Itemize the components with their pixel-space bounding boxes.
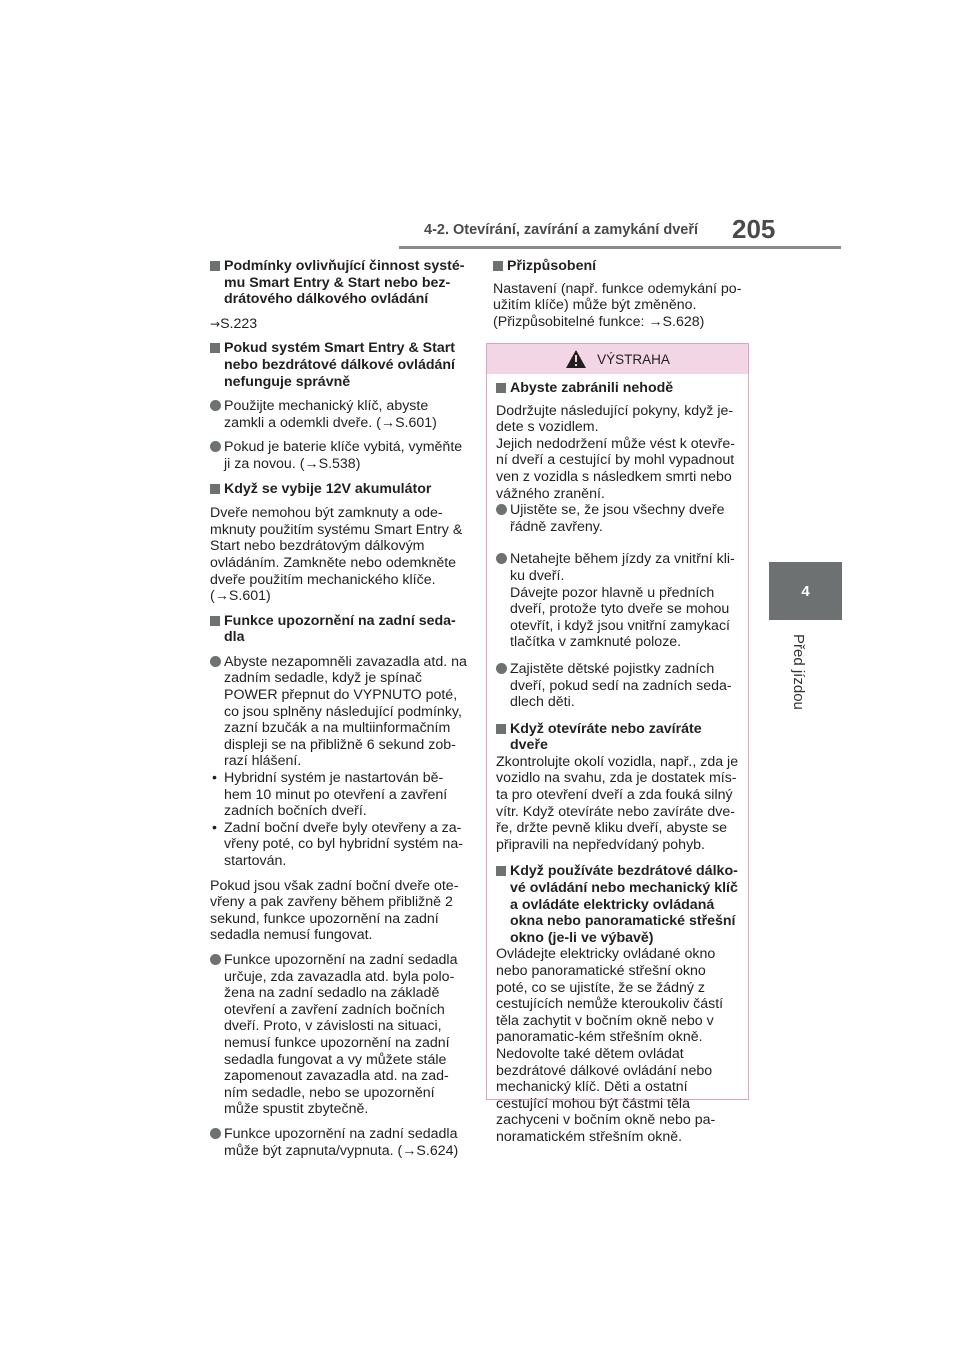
sub-list-item [210, 820, 468, 870]
list-item [496, 661, 740, 711]
header-section-title: 4-2. Otevírání, zavírání a zamykání dveří [424, 222, 699, 238]
section-heading [210, 258, 468, 308]
round-bullet-icon [496, 663, 507, 674]
item-text: Zadní boční dveře byly otevřeny a za-vřeny poté, co byl hybridní systém na-startován. [224, 819, 463, 869]
list-item-continuation: Dávejte pozor hlavně u předních dveří, protože tyto dveře se mohou otevřít, i když jsou vnitřní zamykací tlačítka v zamknuté poloze. [510, 584, 730, 651]
section-heading [210, 340, 468, 390]
round-bullet-icon [210, 441, 221, 452]
item-text: Pokud je baterie klíče vybitá, vyměňte ji za novou. (→S.538) [224, 439, 463, 472]
section-heading [496, 863, 740, 946]
heading-text: Podmínky ovlivňující činnost systé-mu Smart Entry & Start nebo bez-drátového dálkového ovládání [224, 258, 465, 308]
right-column [493, 258, 751, 330]
section-heading [496, 380, 740, 397]
paragraph: Zkontrolujte okolí vozidla, např., zda je vozidlo na svahu, zda je dostatek mís-ta pro otevření dveří a zda fouká silný vítr. Když otevíráte nebo zavíráte dve-ře, držte pevně kliku dveří, abyste se připravili na nepředvídaný pohyb. [496, 753, 739, 853]
square-bullet-icon [496, 383, 506, 393]
item-text: Funkce upozornění na zadní sedadla může být zapnuta/vypnuta. (→S.624) [224, 1125, 459, 1159]
section-heading [493, 258, 751, 275]
heading-text: Když se vybije 12V akumulátor [224, 480, 432, 497]
warning-box [486, 343, 749, 1145]
paragraph: Pokud jsou však zadní boční dveře ote-vřeny a pak zavřeny během přibližně 2 sekund, funkce upozornění na zadní sedadla nemusí fungovat. [210, 877, 459, 944]
section-heading [210, 613, 468, 646]
item-text: Použijte mechanický klíč, abyste zamkli a odemkli dveře. (→S.601) [224, 398, 437, 431]
item-text: Hybridní systém je nastartován bě-hem 10 minut po otevření a zavření zadních bočních dveří. [224, 770, 448, 820]
heading-text: Abyste zabránili nehodě [510, 380, 674, 396]
list-item [496, 551, 740, 584]
round-bullet-icon [210, 400, 221, 411]
list-item [210, 439, 468, 472]
round-bullet-icon [210, 1128, 221, 1139]
round-bullet-icon [496, 504, 507, 515]
heading-text: Funkce upozornění na zadní seda-dla [224, 612, 456, 646]
sub-list-item [210, 770, 468, 820]
heading-text: Přizpůsobení [507, 258, 597, 274]
square-bullet-icon [210, 484, 220, 494]
list-item [210, 952, 468, 1118]
list-item [210, 1126, 468, 1159]
item-text: Ujistěte se, že jsou všechny dveře řádně zavřeny. [510, 502, 725, 535]
paragraph: Dveře nemohou být zamknuty a ode-mknuty použitím systému Smart Entry & Start nebo bezdrátovým dálkovým ovládáním. Zamkněte nebo odemkněte dveře použitím mechanického klíče. (→S.601) [210, 505, 463, 605]
warning-title: VÝSTRAHA [597, 351, 670, 367]
heading-text: Když otevíráte nebo zavíráte dveře [510, 720, 702, 754]
item-text: Zajistěte dětské pojistky zadních dveří, pokud sedí na zadních seda-dlech děti. [510, 660, 732, 711]
list-item [210, 398, 468, 431]
heading-text: Když používáte bezdrátové dálko-vé ovládání nebo mechanický klíč a ovládáte elektricky ovládaná okna nebo panoramatické střešní okno (je-li ve výbavě) [510, 863, 738, 946]
page-reference[interactable] [210, 316, 468, 333]
item-text: Netahejte během jízdy za vnitřní kli-ku dveří. [510, 551, 735, 584]
round-bullet-icon [210, 954, 221, 965]
paragraph: Jejich nedodržení může vést k otevře-ní dveří a cestující by mohl vypadnout ven z vozidla s následkem smrti nebo vážného zranění. [496, 435, 735, 502]
square-bullet-icon [496, 724, 506, 734]
heading-text: Pokud systém Smart Entry & Start nebo bezdrátové dálkové ovládání nefunguje správně [224, 340, 456, 390]
header-rule [399, 246, 841, 249]
sub-bullet-mark: • [212, 770, 217, 787]
chapter-tab[interactable] [769, 562, 842, 620]
sub-bullet-mark: • [212, 819, 217, 836]
round-bullet-icon [496, 553, 507, 564]
arrow-icon: → [210, 316, 221, 331]
warning-header [487, 344, 748, 374]
square-bullet-icon [210, 343, 220, 353]
paragraph: Nastavení (např. funkce odemykání po-užitím klíče) může být změněno. (Přizpůsobitelné funkce: →S.628) [493, 280, 742, 330]
chapter-number: 4 [801, 582, 810, 600]
paragraph: Ovládejte elektricky ovládané okno nebo panoramatické střešní okno poté, co se ujistíte, že se žádný z cestujících nemůže kteroukoliv částí těla zachytit v bočním okně nebo v panoramatic-kém střešním okně. Nedovolte také dětem ovládat bezdrátové dálkové ovládání nebo mechanický klíč. Děti a ostatní cestující mohou být částmi těla zachyceni v bočním okně nebo pa-noramatickém střešním okně. [496, 946, 724, 1145]
item-text: Abyste nezapomněli zavazadla atd. na zadním sedadle, když je spínač POWER přepnut do VYPNUTO poté, co jsou splněny následující podmínky, zazní bzučák a na multiinformačním displeji se na přibližně 6 sekund zob-razí hlášení. [224, 653, 467, 770]
section-heading [210, 481, 468, 498]
round-bullet-icon [210, 656, 221, 667]
left-column [210, 258, 468, 1167]
square-bullet-icon [210, 616, 220, 626]
section-heading [496, 721, 740, 754]
warning-triangle-icon [565, 349, 587, 369]
list-item [210, 654, 468, 770]
reference-text: S.223 [220, 315, 258, 332]
page-number: 205 [732, 214, 776, 244]
paragraph: Dodržujte následující pokyny, když je-dete s vozidlem. [496, 402, 734, 436]
square-bullet-icon [496, 866, 506, 876]
chapter-label: Před jízdou [790, 634, 807, 710]
item-text: Funkce upozornění na zadní sedadla určuje, zda zavazadla atd. byla polo-žena na zadní sedadlo na základě otevření a zavření zadních bočních dveří. Proto, v závislosti na situaci, nemusí funkce upozornění na zadní sedadla fungovat a vy můžete stále zapomenout zavazadla atd. na zad-ním sedadle, nebo se upozornění může spustit zbytečně. [224, 951, 458, 1118]
square-bullet-icon [210, 261, 220, 271]
square-bullet-icon [493, 261, 503, 271]
list-item [496, 502, 740, 535]
